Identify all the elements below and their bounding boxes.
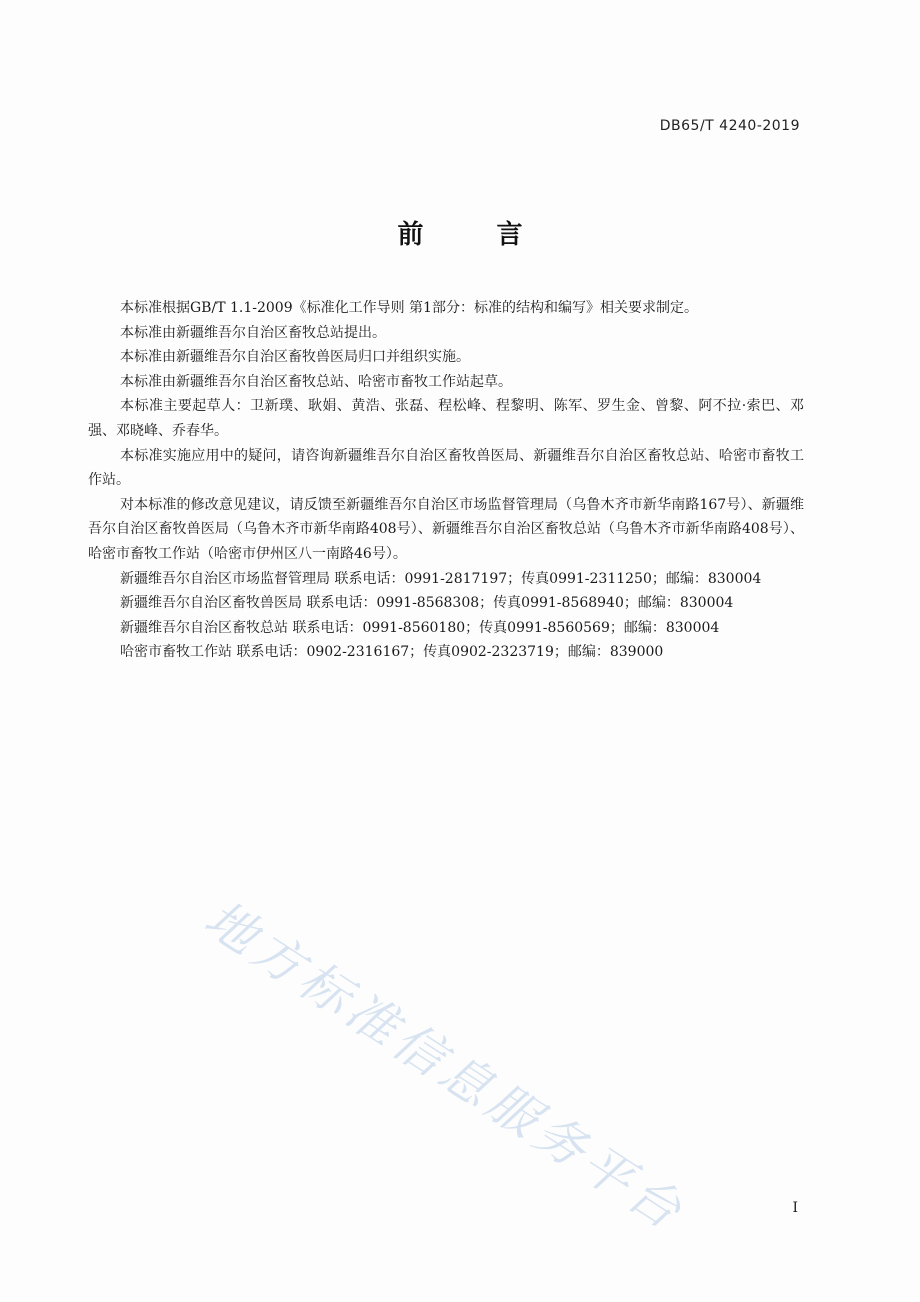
- contact-line: 新疆维吾尔自治区畜牧兽医局 联系电话：0991-8568308；传真0991-8568940；邮编：830004: [120, 595, 734, 612]
- watermark-text: 地方标准信息服务平台: [194, 889, 696, 1243]
- foreword-body: [88, 296, 804, 665]
- paragraph-inquiries: 本标准实施应用中的疑问，请咨询新疆维吾尔自治区畜牧兽医局、新疆维吾尔自治区畜牧总站、哈密市畜牧工作站。: [88, 447, 804, 489]
- paragraph-drafters: 本标准主要起草人：卫新璞、耿娟、黄浩、张磊、程松峰、程黎明、陈军、罗生金、曾黎、阿不拉·索巴、邓强、邓晓峰、乔春华。: [88, 398, 804, 439]
- paragraph-proposer: 本标准由新疆维吾尔自治区畜牧总站提出。: [120, 324, 386, 341]
- paragraph-drafting-units: 本标准由新疆维吾尔自治区畜牧总站、哈密市畜牧工作站起草。: [120, 373, 512, 390]
- paragraph-basis: 本标准根据GB/T 1.1-2009《标准化工作导则 第1部分：标准的结构和编写》相关要求制定。: [120, 300, 698, 316]
- contact-line: 哈密市畜牧工作站 联系电话：0902-2316167；传真0902-2323719；邮编：839000: [120, 644, 664, 661]
- standard-code: DB65/T 4240-2019: [659, 118, 800, 134]
- paragraph-administrator: 本标准由新疆维吾尔自治区畜牧兽医局归口并组织实施。: [120, 349, 470, 366]
- contact-line: 新疆维吾尔自治区市场监督管理局 联系电话：0991-2817197；传真0991-2311250；邮编：830004: [120, 570, 762, 587]
- paragraph-feedback: 对本标准的修改意见建议，请反馈至新疆维吾尔自治区市场监督管理局（乌鲁木齐市新华南路167号）、新疆维吾尔自治区畜牧兽医局（乌鲁木齐市新华南路408号）、新疆维吾尔自治区畜牧总站（乌鲁木齐市新华南路408号）、哈密市畜牧工作站（哈密市伊州区八一南路46号）。: [88, 496, 804, 562]
- page-number: I: [792, 1200, 798, 1216]
- page-title: 前 言: [397, 220, 555, 250]
- contact-line: 新疆维吾尔自治区畜牧总站 联系电话：0991-8560180；传真0991-8560569；邮编：830004: [120, 619, 720, 636]
